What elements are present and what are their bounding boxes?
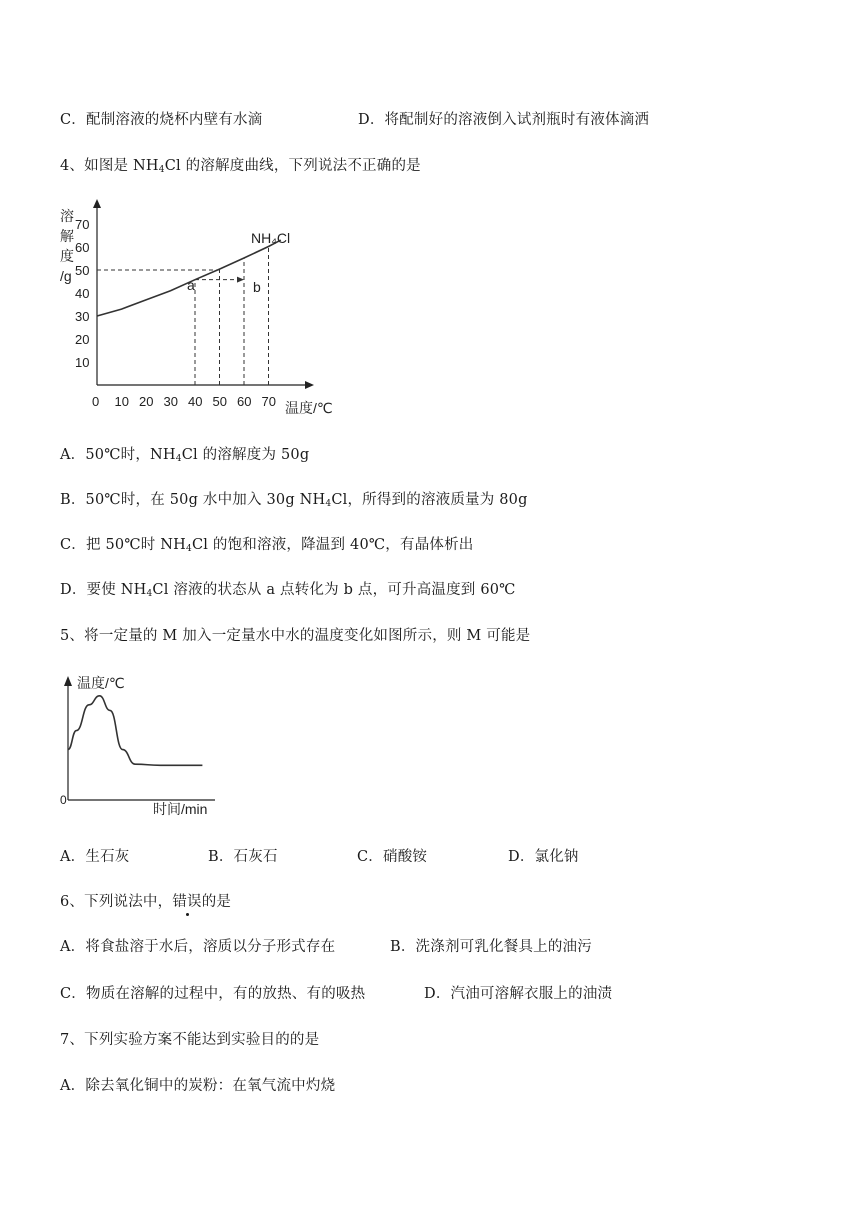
- y-tick-label: 10: [75, 355, 90, 370]
- y-tick-label: 50: [75, 263, 90, 278]
- x-tick-label: 40: [188, 394, 203, 409]
- q6-option-b: B．洗涤剂可乳化餐具上的油污: [390, 939, 592, 955]
- q6-option-a: A．将食盐溶于水后，溶质以分子形式存在: [60, 939, 336, 955]
- q4-option-b: [60, 488, 528, 509]
- q5-stem: 5、将一定量的 M 加入一定量水中水的温度变化如图所示，则 M 可能是: [60, 628, 531, 644]
- q7-stem: 7、下列实验方案不能达到实验目的的是: [60, 1032, 320, 1048]
- q4-option-c: [60, 533, 474, 554]
- y-tick-label: 20: [75, 332, 90, 347]
- prev-option-c: C．配制溶液的烧杯内壁有水滴: [60, 112, 263, 128]
- origin-label: 0: [92, 394, 100, 409]
- q4-option-b-sub: 4: [325, 499, 332, 509]
- q4-option-a-sub: 4: [175, 454, 182, 464]
- q4-option-b-pre: B．50℃时，在 50g 水中加入 30g NH: [60, 492, 326, 508]
- q6-stem-emphasis: 错误: [172, 894, 202, 910]
- x-tick-label: 60: [237, 394, 252, 409]
- q4-stem: [60, 154, 421, 175]
- q7-option-a: A．除去氧化铜中的炭粉：在氧气流中灼烧: [60, 1078, 336, 1094]
- point-b-label: b: [253, 279, 261, 295]
- q5-option-c: C．硝酸铵: [357, 849, 428, 865]
- x-tick-label: 20: [139, 394, 154, 409]
- temperature-curve: [68, 696, 202, 766]
- y-tick-label: 40: [75, 286, 90, 301]
- temperature-chart: [55, 668, 255, 818]
- y-axis-arrow: [93, 199, 101, 208]
- q4-option-a-post: Cl 的溶解度为 50g: [181, 447, 310, 463]
- y-axis-arrow: [64, 676, 72, 686]
- q5-option-d: D．氯化钠: [508, 849, 579, 865]
- q6-stem-post: 的是: [201, 894, 232, 910]
- x-axis-arrow: [305, 381, 314, 389]
- q6-option-c: C．物质在溶解的过程中，有的放热、有的吸热: [60, 986, 366, 1002]
- q4-option-c-post: Cl 的饱和溶液，降温到 40℃，有晶体析出: [191, 537, 474, 553]
- x-tick-label: 70: [261, 394, 276, 409]
- q6-stem-pre: 6、下列说法中，: [60, 894, 173, 910]
- y-axis-label: 温度/℃: [77, 675, 125, 691]
- y-tick-label: 60: [75, 240, 90, 255]
- q4-option-d-sub: 4: [146, 589, 153, 599]
- q6-option-d: D．汽油可溶解衣服上的油渍: [424, 986, 613, 1002]
- q4-stem-sub: 4: [158, 165, 165, 175]
- prev-option-d: D．将配制好的溶液倒入试剂瓶时有液体滴洒: [358, 112, 650, 128]
- y-label-2: 解: [60, 228, 74, 244]
- q6-stem: [60, 890, 231, 911]
- q4-option-d-post: Cl 溶液的状态从 a 点转化为 b 点，可升高温度到 60℃: [152, 582, 516, 598]
- q4-option-c-sub: 4: [186, 544, 192, 554]
- x-axis-label: 时间/min: [153, 801, 208, 817]
- point-a-label: a: [187, 277, 195, 293]
- x-axis-label: 温度/℃: [285, 400, 333, 416]
- q5-option-a: A．生石灰: [60, 849, 130, 865]
- x-tick-label: 50: [212, 394, 227, 409]
- x-tick-label: 10: [114, 394, 129, 409]
- q4-stem-post: Cl 的溶解度曲线，下列说法不正确的是: [164, 158, 421, 174]
- q4-option-c-pre: C．把 50℃时 NH: [60, 537, 187, 553]
- y-label-1: 溶: [60, 208, 74, 224]
- curve-label: NH₄Cl: [251, 230, 291, 246]
- y-label-4: /g: [60, 268, 72, 284]
- solubility-chart: [55, 195, 345, 420]
- x-tick-label: 30: [163, 394, 178, 409]
- q4-option-d-pre: D．要使 NH: [60, 582, 147, 598]
- q4-option-b-post: Cl，所得到的溶液质量为 80g: [331, 492, 528, 508]
- q4-option-a: [60, 443, 309, 464]
- y-label-3: 度: [60, 248, 74, 264]
- q4-option-a-pre: A．50℃时，NH: [60, 447, 176, 463]
- y-tick-label: 70: [75, 217, 90, 232]
- q4-option-d: [60, 578, 516, 599]
- y-tick-label: 30: [75, 309, 90, 324]
- origin-label: 0: [60, 793, 67, 807]
- q5-option-b: B．石灰石: [208, 849, 278, 865]
- q4-stem-pre: 4、如图是 NH: [60, 158, 159, 174]
- arrow-to-b: [237, 277, 244, 283]
